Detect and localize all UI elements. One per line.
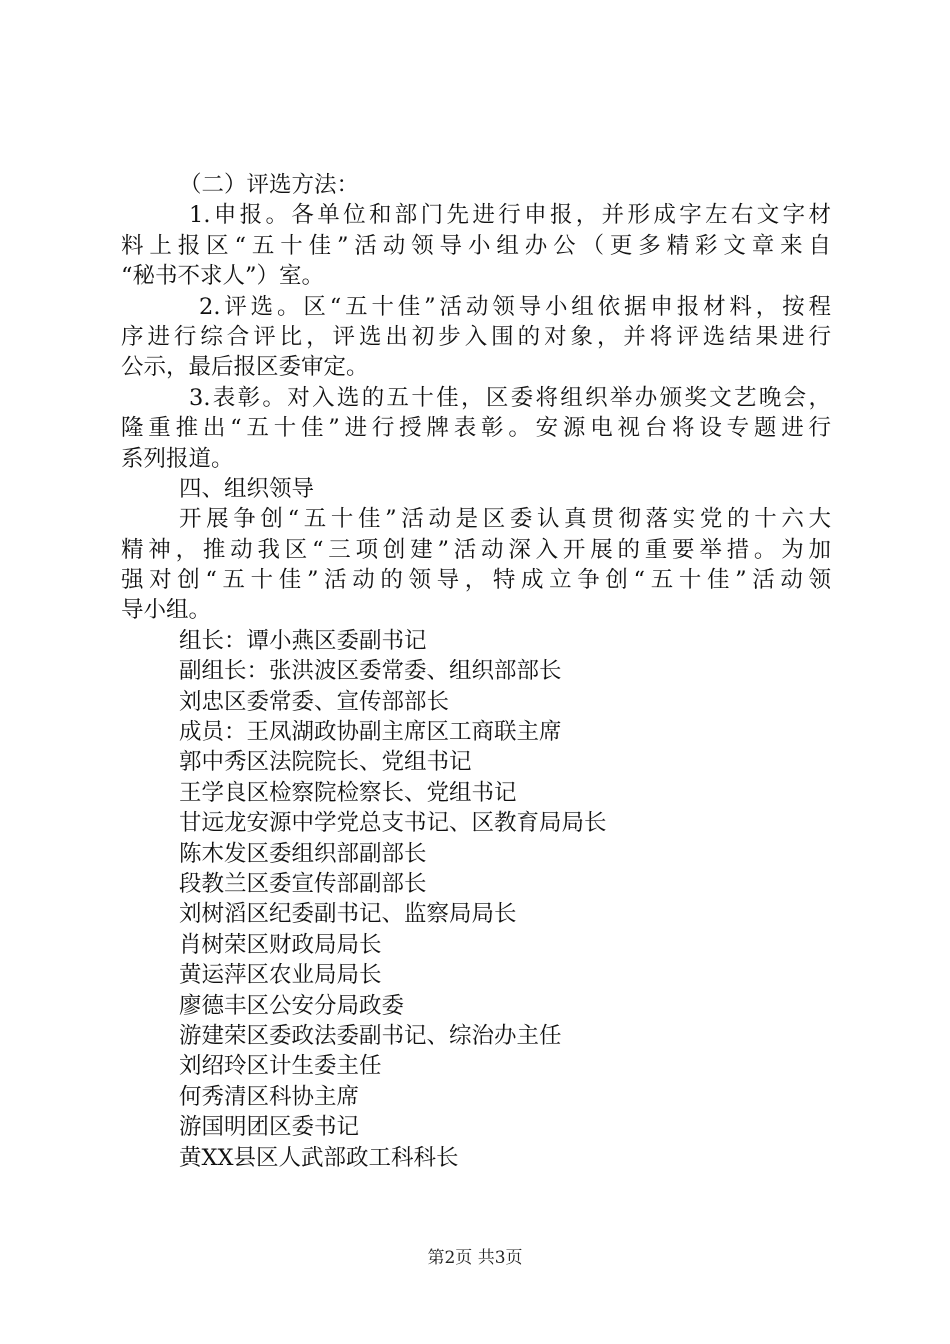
member-line: 郭中秀区法院院长、党组书记: [179, 749, 472, 776]
member-line: 组长：谭小燕区委副书记: [179, 627, 427, 654]
paragraph-line: 导小组。: [121, 597, 212, 624]
paragraph-line: 隆重推出“五十佳”进行授牌表彰。安源电视台将设专题进行: [121, 415, 831, 442]
paragraph-line: “秘书不求人”）室。: [121, 263, 325, 290]
paragraph-line: 序进行综合评比，评选出初步入围的对象，并将评选结果进行: [121, 323, 831, 350]
member-line: 肖树荣区财政局局长: [179, 931, 382, 958]
member-line: 游建荣区委政法委副书记、综治办主任: [179, 1022, 562, 1049]
member-line: 成员：王凤湖政协副主席区工商联主席: [179, 719, 562, 746]
page-number-footer: 第2页 共3页: [427, 1248, 523, 1268]
member-line: 王学良区检察院检察长、党组书记: [179, 779, 517, 806]
paragraph-line: 2.评选。区“五十佳”活动领导小组依据申报材料，按程: [199, 293, 831, 320]
member-line: 刘忠区委常委、宣传部部长: [179, 688, 450, 715]
paragraph-line: 精神，推动我区“三项创建”活动深入开展的重要举措。为加: [121, 536, 831, 563]
section-heading: （二）评选方法：: [179, 172, 360, 198]
member-line: 廖德丰区公安分局政委: [179, 992, 405, 1019]
member-line: 何秀清区科协主席: [179, 1083, 360, 1110]
paragraph-line: 系列报道。: [121, 445, 234, 472]
member-line: 黄XX县区人武部政工科科长: [179, 1144, 459, 1171]
member-line: 陈木发区委组织部副部长: [179, 840, 427, 867]
member-line: 游国明团区委书记: [179, 1114, 360, 1141]
member-line: 副组长：张洪波区委常委、组织部部长: [179, 658, 562, 685]
member-line: 黄运萍区农业局局长: [179, 962, 382, 989]
paragraph-line: 公示，最后报区委审定。: [121, 354, 369, 381]
paragraph-line: 3.表彰。对入选的五十佳，区委将组织举办颁奖文艺晚会，: [189, 384, 831, 411]
member-line: 段教兰区委宣传部副部长: [179, 870, 427, 897]
paragraph-line: 强对创“五十佳”活动的领导，特成立争创“五十佳”活动领: [121, 567, 831, 594]
member-line: 刘绍玲区计生委主任: [179, 1053, 382, 1080]
document-body: [121, 170, 831, 1173]
paragraph-line: 开展争创“五十佳”活动是区委认真贯彻落实党的十六大: [179, 506, 831, 533]
section-heading: 四、组织领导: [179, 475, 315, 502]
paragraph-line: 料上报区“五十佳”活动领导小组办公（更多精彩文章来自: [121, 232, 831, 259]
member-line: 刘树滔区纪委副书记、监察局局长: [179, 901, 517, 928]
member-line: 甘远龙安源中学党总支书记、区教育局局长: [179, 810, 607, 837]
paragraph-line: 1.申报。各单位和部门先进行申报，并形成字左右文字材: [189, 202, 831, 229]
